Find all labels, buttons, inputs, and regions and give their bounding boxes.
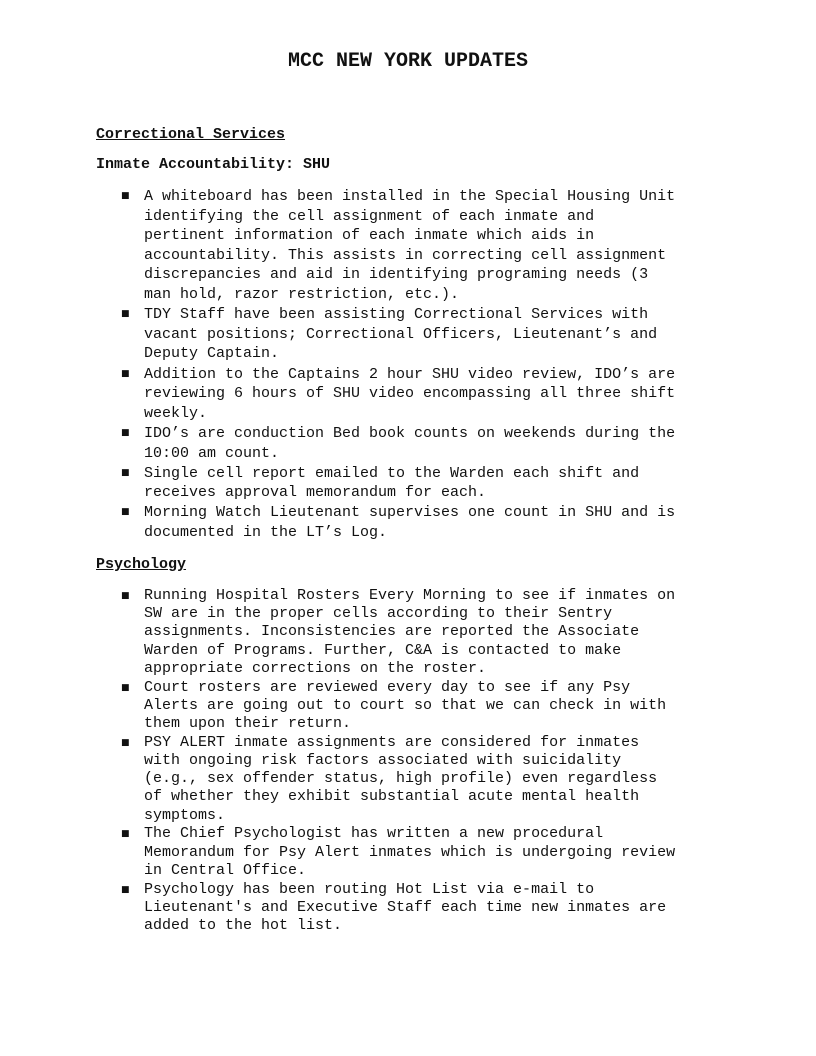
psychology-list bbox=[113, 587, 723, 936]
list-item bbox=[113, 305, 723, 364]
list-item-text: A whiteboard has been installed in the Special Housing Unit identifying the cell assignment of each inmate and pertinent information of each inmate which aids in accountability. This assists in correcting cell assignment discrepancies and aid in identifying programing needs (3 man hold, razor restriction, etc.). bbox=[144, 188, 676, 303]
list-item-text: IDO’s are conduction Bed book counts on weekends during the 10:00 am count. bbox=[144, 424, 676, 462]
list-item-text: TDY Staff have been assisting Correctional Services with vacant positions; Correctional Officers, Lieutenant’s and Deputy Captain. bbox=[144, 306, 658, 363]
list-item-text: PSY ALERT inmate assignments are considered for inmates with ongoing risk factors associated with suicidality (e.g., sex offender status, high profile) even regardless of whether they exhibit substantial acute mental health symptoms. bbox=[144, 733, 658, 824]
list-item-text: Single cell report emailed to the Warden each shift and receives approval memorandum for each. bbox=[144, 464, 640, 502]
list-item bbox=[113, 881, 723, 936]
list-item bbox=[113, 679, 723, 734]
section-heading-psychology: Psychology bbox=[96, 556, 187, 573]
list-item-text: Addition to the Captains 2 hour SHU video review, IDO’s are reviewing 6 hours of SHU video encompassing all three shift weekly. bbox=[144, 365, 676, 422]
list-item-text: Psychology has been routing Hot List via e-mail to Lieutenant's and Executive Staff each time new inmates are added to the hot list. bbox=[144, 880, 667, 935]
section-heading-correctional-services: Correctional Services bbox=[96, 126, 286, 143]
square-bullet-icon: ■ bbox=[121, 884, 130, 895]
square-bullet-icon: ■ bbox=[121, 427, 130, 438]
list-item bbox=[113, 424, 723, 463]
square-bullet-icon: ■ bbox=[121, 682, 130, 693]
list-item bbox=[113, 464, 723, 503]
list-item bbox=[113, 825, 723, 880]
list-item-text: Court rosters are reviewed every day to see if any Psy Alerts are going out to court so that we can check in with them upon their return. bbox=[144, 678, 667, 733]
list-item bbox=[113, 365, 723, 424]
square-bullet-icon: ■ bbox=[121, 591, 130, 601]
square-bullet-icon: ■ bbox=[121, 829, 130, 840]
document-title: MCC NEW YORK UPDATES bbox=[287, 50, 529, 73]
list-item bbox=[113, 734, 723, 825]
list-item bbox=[113, 587, 723, 678]
list-item bbox=[113, 187, 723, 305]
square-bullet-icon: ■ bbox=[121, 309, 130, 320]
square-bullet-icon: ■ bbox=[121, 467, 130, 478]
correctional-services-list bbox=[113, 187, 723, 543]
square-bullet-icon: ■ bbox=[121, 368, 130, 379]
list-item-text: Morning Watch Lieutenant supervises one count in SHU and is documented in the LT’s Log. bbox=[144, 504, 676, 542]
square-bullet-icon: ■ bbox=[121, 507, 130, 518]
subheading-inmate-accountability: Inmate Accountability: SHU bbox=[96, 156, 331, 173]
list-item bbox=[113, 503, 723, 542]
list-item-text: The Chief Psychologist has written a new procedural Memorandum for Psy Alert inmates which is undergoing review in Central Office. bbox=[144, 825, 676, 879]
square-bullet-icon: ■ bbox=[121, 737, 130, 748]
list-item-text: Running Hospital Rosters Every Morning to see if inmates on SW are in the proper cells according to their Sentry assignments. Inconsistencies are reported the Associate Warden of Programs. Further, C&A is contacted to make appropriate corrections on the roster. bbox=[144, 587, 676, 677]
square-bullet-icon: ■ bbox=[121, 191, 130, 201]
